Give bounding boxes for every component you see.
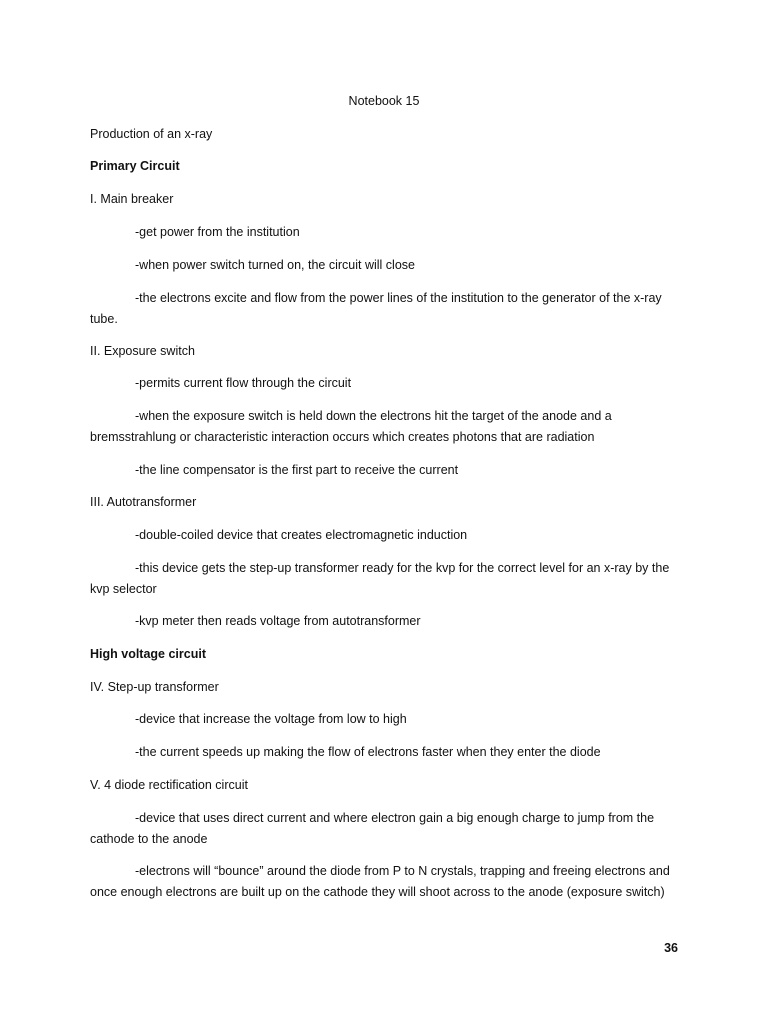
page-number: 36 xyxy=(664,941,678,955)
note-line: -the line compensator is the first part to receive the current xyxy=(135,463,459,477)
note-line: -kvp meter then reads voltage from autotransformer xyxy=(135,614,421,628)
note-line: -device that increase the voltage from low to high xyxy=(135,712,407,726)
note-paragraph: -this device gets the step-up transformer ready for the kvp for the correct level for an x-ray by the kvp selector xyxy=(90,561,670,596)
note-line: -double-coiled device that creates electromagnetic induction xyxy=(135,528,468,542)
note-line: -the current speeds up making the flow of electrons faster when they enter the diode xyxy=(135,745,601,759)
note-paragraph: -when the exposure switch is held down the electrons hit the target of the anode and a bremsstrahlung or characteristic interaction occurs which creates photons that are radiation xyxy=(90,409,612,444)
circuit-heading: Primary Circuit xyxy=(90,159,180,173)
item-heading: I. Main breaker xyxy=(90,192,174,206)
item-heading: III. Autotransformer xyxy=(90,495,197,509)
note-line: -permits current flow through the circuit xyxy=(135,376,352,390)
note-line: -get power from the institution xyxy=(135,225,300,239)
note-line: -when power switch turned on, the circuit will close xyxy=(135,258,415,272)
note-paragraph: -the electrons excite and flow from the power lines of the institution to the generator of the x-ray tube. xyxy=(90,291,662,326)
item-heading: V. 4 diode rectification circuit xyxy=(90,778,248,792)
item-heading: II. Exposure switch xyxy=(90,344,195,358)
item-heading: IV. Step-up transformer xyxy=(90,680,219,694)
note-paragraph: -device that uses direct current and where electron gain a big enough charge to jump from the cathode to the anode xyxy=(90,811,655,846)
note-paragraph: -electrons will “bounce” around the diode from P to N crystals, trapping and freeing electrons and once enough electrons are built up on the cathode they will shoot across to the anode (exposure switch) xyxy=(90,864,670,899)
page-title: Notebook 15 xyxy=(348,94,420,108)
circuit-heading: High voltage circuit xyxy=(90,647,206,661)
section-heading: Production of an x-ray xyxy=(90,127,213,141)
